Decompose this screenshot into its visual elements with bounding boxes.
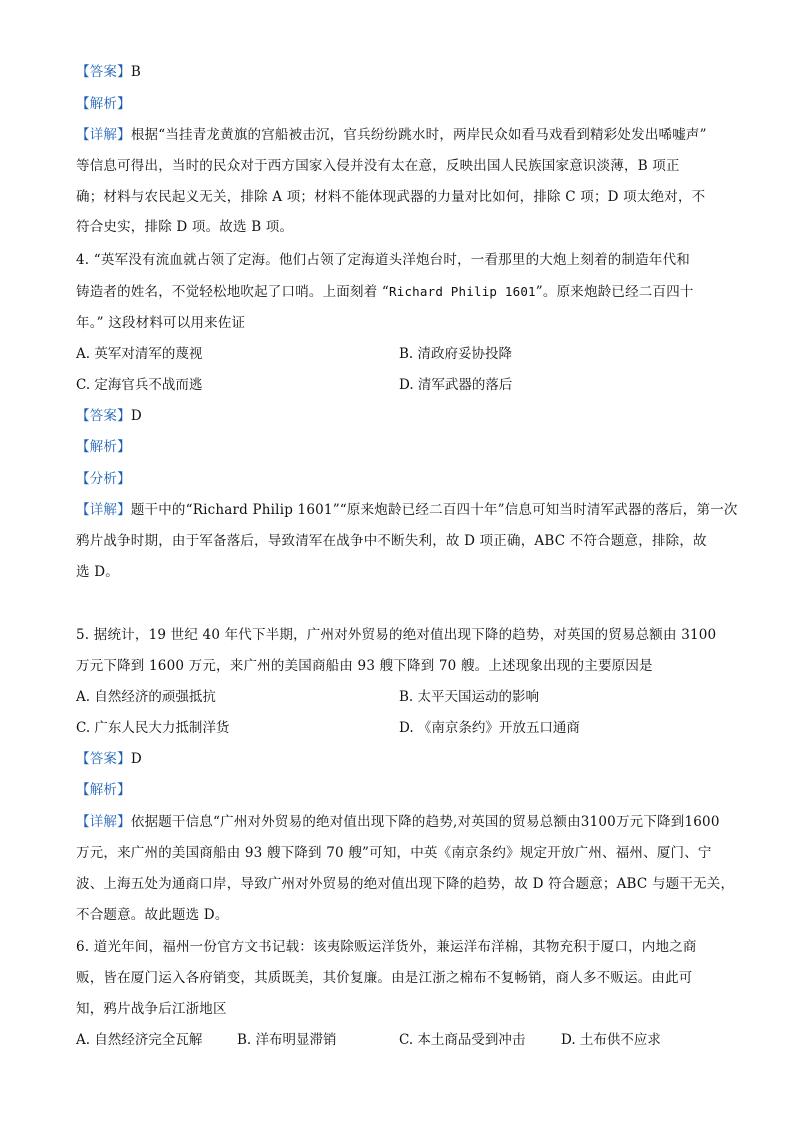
answer-tag: 【答案】 [76, 408, 131, 424]
q6-option-d: D. 土布供不应求 [561, 1032, 661, 1048]
q6-stem-line-1: 6. 道光年间，福州一份官方文书记载：该夷除贩运洋货外，兼运洋布洋棉，其物充积于厦口，内地之商 [76, 939, 697, 955]
answer-value: D [130, 408, 142, 424]
q5-detail-line-4: 不合题意。故此题选 D。 [76, 907, 229, 923]
q3-detail-line-3: 确；材料与农民起义无关，排除 A 项；材料不能体现武器的力量对比如何，排除 C 项；D 项太绝对，不 [76, 189, 706, 205]
answer-tag: 【答案】 [76, 64, 131, 80]
q4-detail-line-1 [76, 500, 738, 520]
q6-stem-line-3: 知，鸦片战争后江浙地区 [76, 1001, 227, 1017]
q3-analysis-line [76, 94, 131, 114]
q3-detail-line-4: 符合史实，排除 D 项。故选 B 项。 [76, 219, 294, 235]
q5-detail-line-2: 万元，来广州的美国商船由 93 艘下降到 70 艘”可知，中英《南京条约》规定开放广州、福州、厦门、宁 [76, 845, 712, 861]
q4-stem-line-2 [76, 282, 694, 302]
q4-fenxi-line [76, 469, 131, 489]
q5-option-a: A. 自然经济的顽强抵抗 [76, 689, 216, 705]
q4-analysis-line [76, 437, 131, 457]
analysis-tag: 【解析】 [76, 96, 131, 112]
detail-tag: 【详解】 [76, 814, 131, 830]
q5-analysis-line [76, 780, 131, 800]
q5-option-c: C. 广东人民大力抵制洋货 [76, 720, 230, 736]
q5-detail-line-1 [76, 812, 720, 832]
q4-stem-line-1: 4. “英军没有流血就占领了定海。他们占领了定海道头洋炮台时，一看那里的大炮上刻着的制造年代和 [76, 252, 690, 268]
q4-stem-line-3: 年。” 这段材料可以用来佐证 [76, 315, 246, 331]
fenxi-tag: 【分析】 [76, 471, 131, 487]
analysis-tag: 【解析】 [76, 782, 131, 798]
detail-tag: 【详解】 [76, 127, 131, 143]
q5-answer-line [76, 749, 142, 769]
stem-text: 铸造者的姓名，不觉轻松地吹起了口哨。上面刻着 “ [76, 284, 389, 300]
q4-answer-line [76, 406, 142, 426]
q4-option-b: B. 清政府妥协投降 [399, 346, 513, 362]
q4-option-c: C. 定海官兵不战而逃 [76, 377, 203, 393]
detail-tag: 【详解】 [76, 502, 131, 518]
q4-detail-line-3: 选 D。 [76, 564, 119, 580]
q5-option-d: D. 《南京条约》开放五口通商 [399, 720, 580, 736]
detail-text: 依据题干信息“广州对外贸易的绝对值出现下降的趋势,对英国的贸易总额由3100万元下降到1600 [130, 814, 720, 830]
analysis-tag: 【解析】 [76, 439, 131, 455]
q5-stem-line-2: 万元下降到 1600 万元，来广州的美国商船由 93 艘下降到 70 艘。上述现象出现的主要原因是 [76, 658, 653, 674]
answer-value: D [130, 751, 142, 767]
q4-option-a: A. 英军对清军的蔑视 [76, 346, 203, 362]
q6-stem-line-2: 贩，皆在厦门运入各府销变，其质既美，其价复廉。由是江浙之棉布不复畅销，商人多不贩运。由此可 [76, 970, 693, 986]
q4-option-d: D. 清军武器的落后 [399, 377, 513, 393]
answer-tag: 【答案】 [76, 751, 131, 767]
q6-option-b: B. 洋布明显滞销 [237, 1032, 337, 1048]
q3-detail-line-2: 等信息可得出，当时的民众对于西方国家入侵并没有太在意，反映出国人民族国家意识淡薄，B 项正 [76, 158, 680, 174]
q5-stem-line-1: 5. 据统计，19 世纪 40 年代下半期，广州对外贸易的绝对值出现下降的趋势，对英国的贸易总额由 3100 [76, 627, 717, 643]
answer-value: B [130, 64, 141, 80]
q4-detail-line-2: 鸦片战争时期，由于军备落后，导致清军在战争中不断失利，故 D 项正确，ABC 不符合题意，排除，故 [76, 533, 707, 549]
q5-detail-line-3: 波、上海五处为通商口岸，导致广州对外贸易的绝对值出现下降的趋势，故 D 符合题意；ABC 与题干无关， [76, 876, 735, 892]
detail-text: 根据“当挂青龙黄旗的宫船被击沉，官兵纷纷跳水时，两岸民众如看马戏看到精彩处发出唏嘘声” [130, 127, 707, 143]
detail-text: 题干中的“Richard Philip 1601”“原来炮龄已经二百四十年”信息可知当时清军武器的落后，第一次 [130, 502, 738, 518]
q3-answer-line [76, 62, 141, 82]
stem-text: ”。原来炮龄已经二百四十 [535, 284, 694, 300]
q3-detail-line-1 [76, 125, 707, 145]
q6-option-a: A. 自然经济完全瓦解 [76, 1032, 203, 1048]
cannon-inscription: Richard Philip 1601 [389, 284, 536, 299]
q5-option-b: B. 太平天国运动的影响 [399, 689, 540, 705]
q6-option-c: C. 本土商品受到冲击 [399, 1032, 526, 1048]
